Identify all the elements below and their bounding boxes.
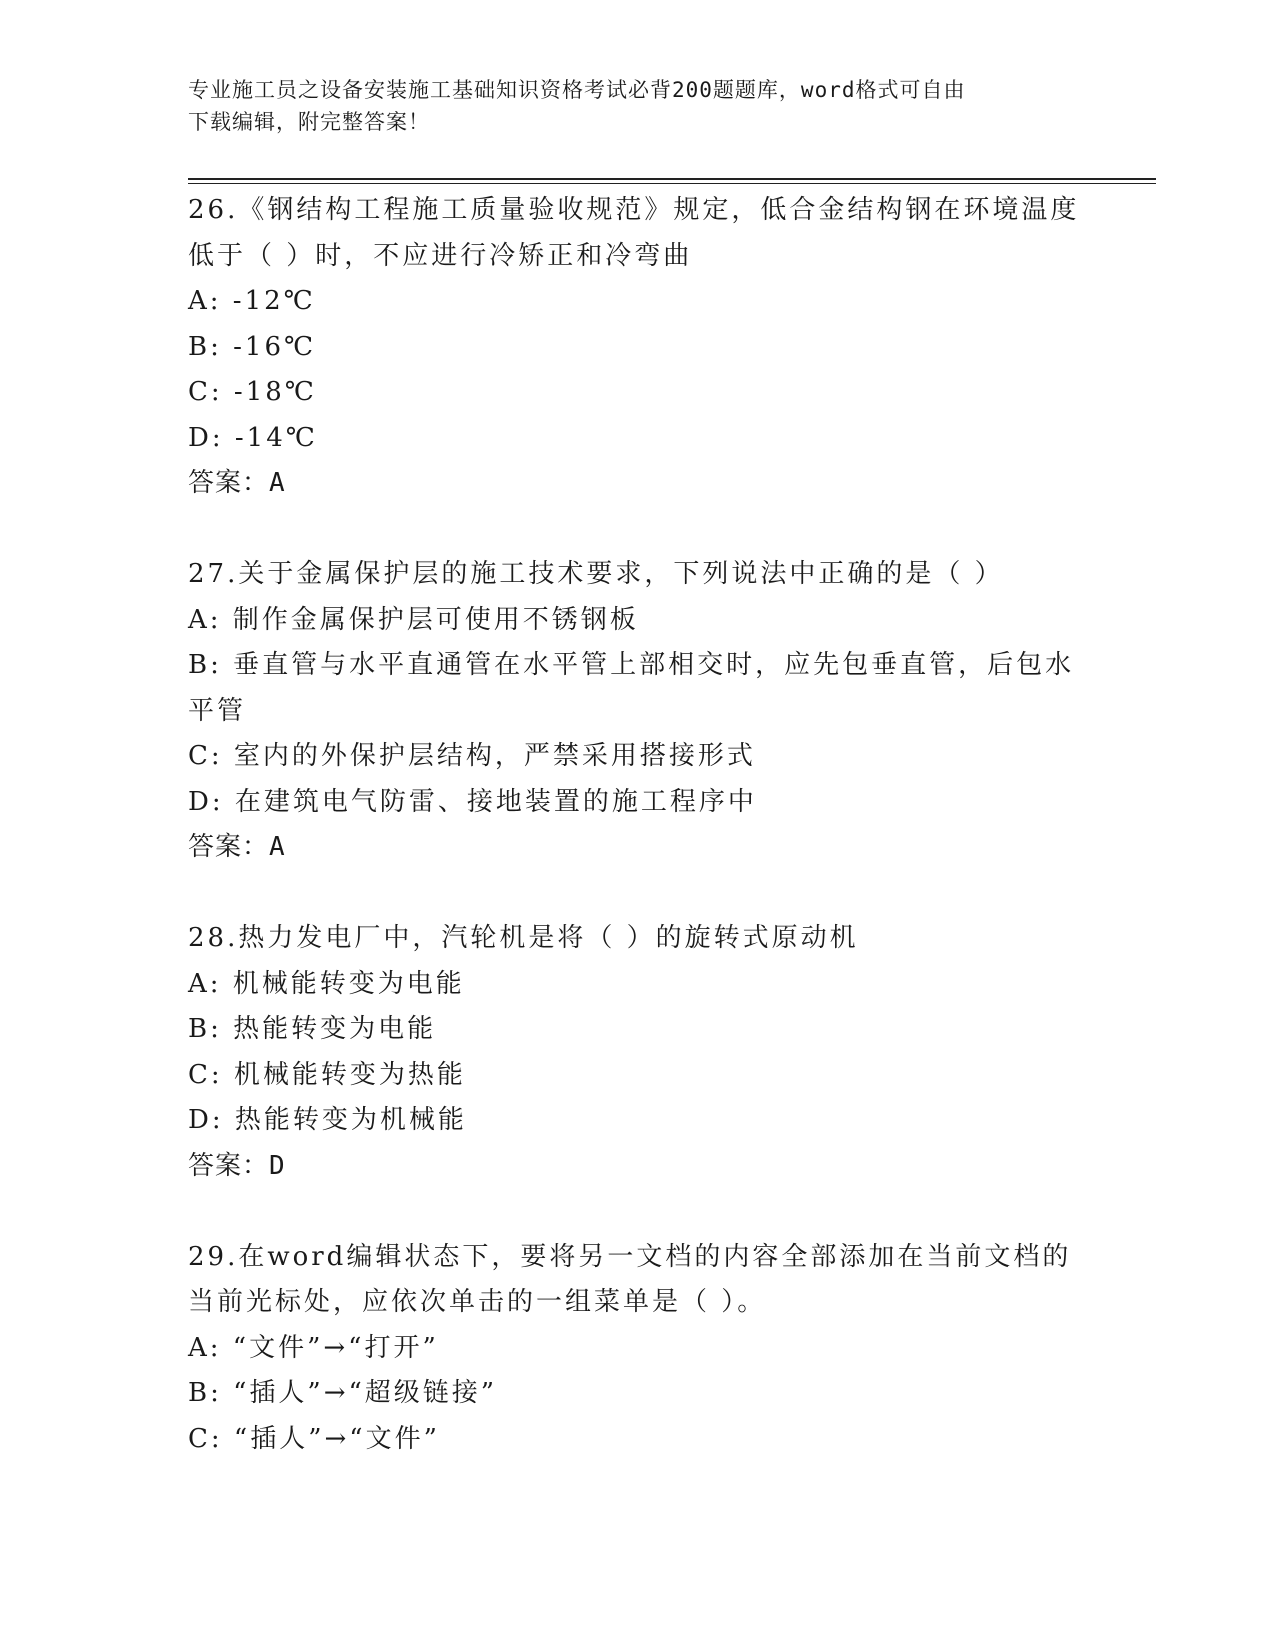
question-26 — [188, 188, 1088, 507]
header-rule-thick — [188, 178, 1156, 180]
spacer — [188, 1189, 1088, 1235]
document-header — [188, 74, 1088, 138]
option-d: D: 热能转变为机械能 — [188, 1105, 467, 1135]
spacer — [188, 871, 1088, 917]
question-stem: 29.在word编辑状态下，要将另一文档的内容全部添加在当前文档的 — [188, 1241, 1072, 1272]
option-b: B: “插人”→“超级链接” — [188, 1378, 498, 1408]
header-rule-thin — [188, 183, 1156, 184]
question-stem: 28.热力发电厂中，汽轮机是将（ ）的旋转式原动机 — [188, 923, 859, 953]
option-a: A: “文件”→“打开” — [188, 1332, 439, 1363]
header-line-1: 专业施工员之设备安装施工基础知识资格考试必背200题题库，word格式可自由 — [188, 78, 966, 102]
question-stem: 低于（ ）时，不应进行冷矫正和冷弯曲 — [188, 240, 693, 271]
question-27 — [188, 552, 1088, 871]
question-stem: 当前光标处，应依次单击的一组菜单是（ ）。 — [188, 1287, 767, 1317]
question-stem: 26.《钢结构工程施工质量验收规范》规定，低合金结构钢在环境温度 — [188, 195, 1080, 225]
option-b-continued: 平管 — [188, 695, 247, 726]
option-c: C: “插人”→“文件” — [188, 1423, 440, 1454]
question-list — [188, 188, 1088, 1462]
option-b: B: 热能转变为电能 — [188, 1014, 437, 1044]
option-a: A: 机械能转变为电能 — [188, 968, 465, 999]
answer-line: 答案：A — [188, 468, 286, 498]
question-28 — [188, 916, 1088, 1189]
option-b: B: 垂直管与水平直通管在水平管上部相交时，应先包垂直管，后包水 — [188, 650, 1075, 680]
option-a: A: 制作金属保护层可使用不锈钢板 — [188, 604, 639, 635]
question-29 — [188, 1235, 1088, 1463]
answer-line: 答案：D — [188, 1150, 286, 1181]
option-a: A: -12℃ — [188, 286, 316, 316]
option-c: C: 机械能转变为热能 — [188, 1059, 466, 1090]
spacer — [188, 507, 1088, 553]
question-stem: 27.关于金属保护层的施工技术要求，下列说法中正确的是（ ） — [188, 559, 1004, 589]
option-b: B: -16℃ — [188, 331, 317, 362]
option-c: C: 室内的外保护层结构，严禁采用搭接形式 — [188, 741, 756, 771]
answer-line: 答案：A — [188, 832, 286, 862]
option-d: D: -14℃ — [188, 422, 318, 453]
option-d: D: 在建筑电气防雷、接地装置的施工程序中 — [188, 786, 757, 817]
header-line-2: 下载编辑，附完整答案！ — [188, 110, 430, 134]
option-c: C: -18℃ — [188, 377, 317, 407]
